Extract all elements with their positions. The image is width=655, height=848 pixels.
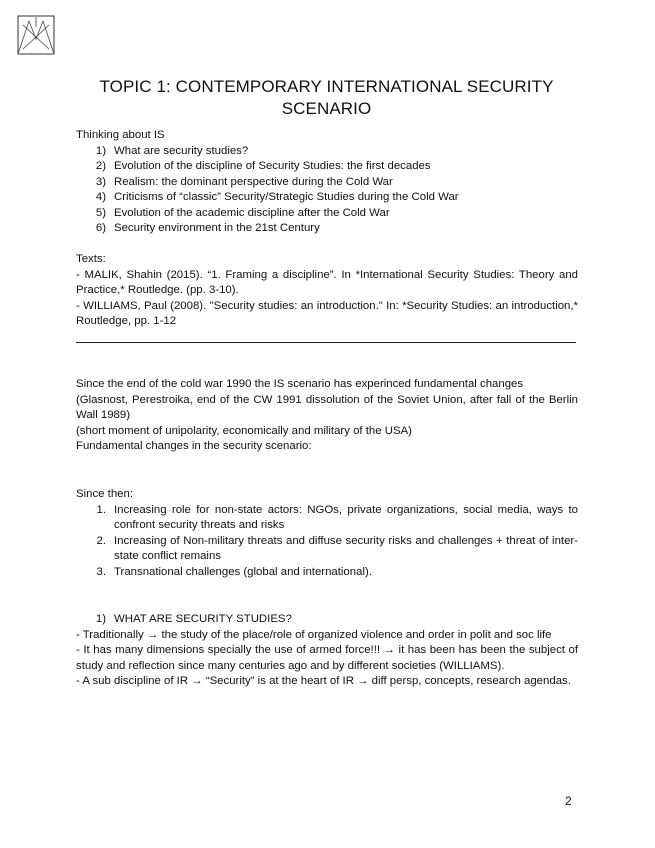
list-item: 2) Evolution of the discipline of Security Studies: the first decades [95,160,431,172]
section-paragraph-3: - A sub discipline of IR → “Security” is at the heart of IR → diff persp, concepts, research agendas. [76,675,571,687]
intro-section [76,377,578,455]
institution-logo-icon [17,15,55,55]
texts-heading: Texts: [76,253,106,265]
since-heading: Since then: [76,488,133,500]
title-line-2: SCENARIO [281,99,372,118]
since-section [76,487,578,580]
list-item: 2. Increasing of Non-military threats and diffuse security risks and challenges + threat of inter-state conflict remains [96,534,578,562]
section-paragraph-1: - Traditionally → the study of the place/role of organized violence and order in polit and soc life [76,628,552,641]
texts-section [76,252,578,330]
list-item: 1. Increasing role for non-state actors: NGOs, private organizations, social media, ways to confront security threats and risks [96,503,578,531]
list-item: 3. Transnational challenges (global and international). [96,565,372,578]
page-title [76,76,577,120]
intro-line-4: Fundamental changes in the security scenario: [76,440,312,452]
intro-line-3: (short moment of unipolarity, economically and military of the USA) [76,424,412,437]
list-item: 1) What are security studies? [95,144,249,157]
reference-williams: - WILLIAMS, Paul (2008). "Security studies: an introduction." In: *Security Studies: an introduction,* Routledge, pp. 1-12 [76,299,578,327]
list-item: 6) Security environment in the 21st Century [95,222,320,234]
section-divider [76,342,576,343]
reference-malik: - MALIK, Shahin (2015). “1. Framing a discipline”. In *International Security Studies: Theory and Practice,* Routledge. (pp. 3-10). [76,268,578,296]
list-item: 5) Evolution of the academic discipline after the Cold War [95,206,390,219]
list-item: 3) Realism: the dominant perspective during the Cold War [95,175,393,188]
intro-paragraph-2: (Glasnost, Perestroika, end of the CW 1991 dissolution of the Soviet Union, after fall of the Berlin Wall 1989) [76,393,578,421]
thinking-heading: Thinking about IS [76,129,165,141]
title-line-1: TOPIC 1: CONTEMPORARY INTERNATIONAL SECURITY [99,77,554,96]
section-heading: 1) WHAT ARE SECURITY STUDIES? [95,613,292,625]
list-item: 4) Criticisms of “classic” Security/Strategic Studies during the Cold War [95,191,459,203]
section-what-are-security-studies [76,612,578,690]
page-number: 2 [565,794,572,808]
section-paragraph-2: - It has many dimensions specially the use of armed force!!! → it has been has been the subject of study and reflection since many centuries ago and by different societies (WILLIAMS). [76,644,578,672]
intro-line-1: Since the end of the cold war 1990 the IS scenario has experinced fundamental changes [76,378,524,390]
thinking-section [76,128,578,237]
